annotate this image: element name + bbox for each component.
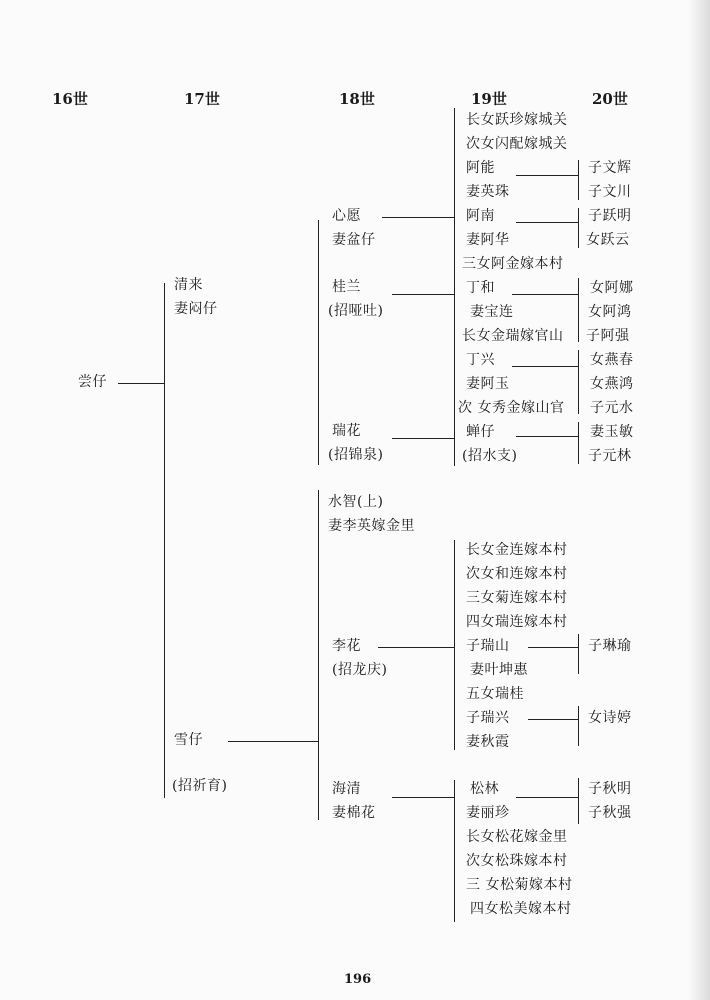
connector-line xyxy=(516,222,578,223)
gen16-name: 尝仔 xyxy=(78,374,107,390)
connector-line xyxy=(516,436,578,437)
gen19-entry: 妻叶坤惠 xyxy=(470,662,528,678)
gen20-entry: 子跃明 xyxy=(588,208,632,224)
gen19-entry: 四女松美嫁本村 xyxy=(470,901,572,917)
gen19-entry: 三 女松菊嫁本村 xyxy=(466,877,573,893)
gen20-entry: 子阿强 xyxy=(586,328,630,344)
gen19-entry: 次女和连嫁本村 xyxy=(466,566,568,582)
connector-line xyxy=(578,634,579,674)
connector-line xyxy=(318,220,319,465)
scan-edge xyxy=(688,0,710,1000)
connector-line xyxy=(578,778,579,824)
gen20-entry: 子文川 xyxy=(588,184,632,200)
header-gen19: 19世 xyxy=(471,90,507,108)
gen18-name: 水智(上) xyxy=(328,494,384,510)
header-gen16: 16世 xyxy=(52,90,88,108)
gen19-entry: 三女阿金嫁本村 xyxy=(462,256,564,272)
gen20-entry: 子秋明 xyxy=(588,781,632,797)
header-gen17: 17世 xyxy=(184,90,220,108)
gen18-name: 瑞花 xyxy=(332,423,361,439)
gen19-entry: 丁和 xyxy=(466,280,495,296)
gen20-entry: 子元水 xyxy=(590,400,634,416)
gen19-entry: 妻宝连 xyxy=(470,304,514,320)
gen19-entry: 长女金连嫁本村 xyxy=(466,542,568,558)
gen20-entry: 女燕春 xyxy=(590,352,634,368)
gen19-entry: (招水支) xyxy=(462,448,518,464)
gen19-entry: 长女金瑞嫁官山 xyxy=(462,328,564,344)
gen19-entry: 次 女秀金嫁山官 xyxy=(458,400,565,416)
connector-line xyxy=(454,108,455,466)
gen18-note: (招哑吐) xyxy=(328,303,384,319)
gen18-spouse: 妻棉花 xyxy=(332,805,376,821)
gen20-entry: 女诗婷 xyxy=(588,710,632,726)
connector-line xyxy=(578,706,579,746)
gen19-entry: 子瑞山 xyxy=(466,638,510,654)
gen17-name: 雪仔 xyxy=(174,732,203,748)
connector-line xyxy=(118,383,164,384)
connector-line xyxy=(392,294,454,295)
connector-line xyxy=(516,175,578,176)
gen17-spouse: 妻闷仔 xyxy=(174,301,218,317)
gen19-entry: 次女松珠嫁本村 xyxy=(466,853,568,869)
gen19-entry: 三女菊连嫁本村 xyxy=(466,590,568,606)
connector-line xyxy=(318,490,319,820)
connector-line xyxy=(512,366,578,367)
gen19-entry: 四女瑞连嫁本村 xyxy=(466,614,568,630)
gen18-name: 桂兰 xyxy=(332,279,361,295)
connector-line xyxy=(516,797,578,798)
header-gen18: 18世 xyxy=(339,90,375,108)
gen20-entry: 女跃云 xyxy=(586,232,630,248)
gen19-entry: 次女闪配嫁城关 xyxy=(466,136,568,152)
gen19-entry: 阿能 xyxy=(466,160,495,176)
connector-line xyxy=(528,719,578,720)
connector-line xyxy=(164,283,165,798)
gen17-name: 清来 xyxy=(174,277,203,293)
connector-line xyxy=(578,350,579,414)
gen20-entry: 子琳瑜 xyxy=(588,638,632,654)
connector-line xyxy=(578,208,579,248)
gen19-entry: 五女瑞桂 xyxy=(466,686,524,702)
connector-line xyxy=(454,780,455,922)
connector-line xyxy=(392,438,454,439)
gen20-entry: 女阿娜 xyxy=(590,280,634,296)
connector-line xyxy=(454,540,455,750)
gen19-entry: 妻英珠 xyxy=(466,184,510,200)
gen18-note: (招龙庆) xyxy=(332,662,388,678)
connector-line xyxy=(392,797,454,798)
connector-line xyxy=(512,294,578,295)
gen18-spouse: 妻李英嫁金里 xyxy=(328,518,415,534)
gen19-entry: 松林 xyxy=(470,781,499,797)
gen19-entry: 长女松花嫁金里 xyxy=(466,829,568,845)
gen19-entry: 妻阿玉 xyxy=(466,376,510,392)
gen20-entry: 女燕鸿 xyxy=(590,376,634,392)
gen19-entry: 阿南 xyxy=(466,208,495,224)
gen20-entry: 子文辉 xyxy=(588,160,632,176)
gen17-note: (招祈育) xyxy=(172,778,228,794)
connector-line xyxy=(578,160,579,200)
gen20-entry: 女阿鸿 xyxy=(588,304,632,320)
gen19-entry: 子瑞兴 xyxy=(466,710,510,726)
gen19-entry: 蝉仔 xyxy=(466,424,495,440)
connector-line xyxy=(528,647,578,648)
connector-line xyxy=(578,278,579,342)
gen18-name: 海清 xyxy=(332,781,361,797)
gen20-entry: 子元林 xyxy=(588,448,632,464)
header-gen20: 20世 xyxy=(592,90,628,108)
gen19-entry: 长女跃珍嫁城关 xyxy=(466,112,568,128)
gen18-spouse: 妻盆仔 xyxy=(332,232,376,248)
gen20-entry: 子秋强 xyxy=(588,805,632,821)
gen19-entry: 丁兴 xyxy=(466,352,495,368)
gen19-entry: 妻秋霞 xyxy=(466,734,510,750)
gen19-entry: 妻阿华 xyxy=(466,232,510,248)
page-number: 196 xyxy=(344,972,372,987)
gen18-name: 李花 xyxy=(332,638,361,654)
connector-line xyxy=(228,741,318,742)
gen20-entry: 妻玉敏 xyxy=(590,424,634,440)
connector-line xyxy=(382,217,454,218)
gen19-entry: 妻丽珍 xyxy=(466,805,510,821)
connector-line xyxy=(378,647,454,648)
gen18-note: (招锦泉) xyxy=(328,447,384,463)
gen18-name: 心愿 xyxy=(332,208,361,224)
connector-line xyxy=(578,422,579,464)
